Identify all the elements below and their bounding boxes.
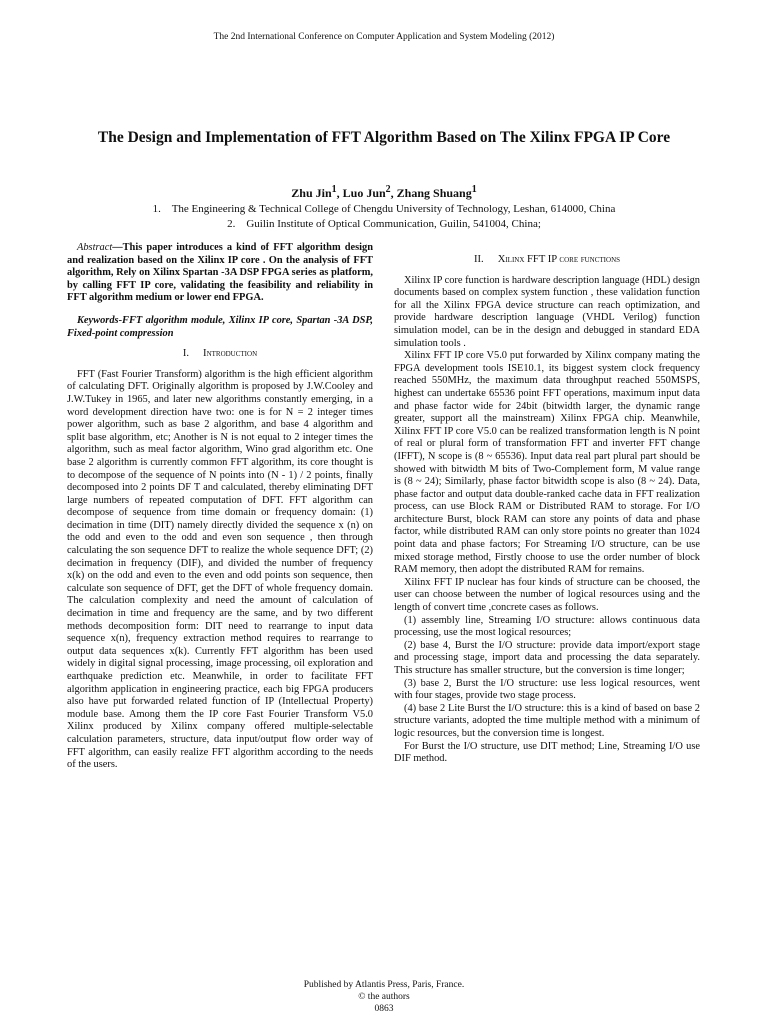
body-paragraph: (3) base 2, Burst the I/O structure: use less logical resources, went with four stages, provide two stage process.: [394, 677, 700, 702]
keywords: Keywords-FFT algorithm module, Xilinx IP core, Spartan -3A DSP, Fixed-point compression: [67, 314, 373, 339]
right-column: [394, 242, 700, 766]
copyright-line: © the authors: [358, 992, 410, 1002]
abstract-label: Abstract: [77, 242, 113, 253]
abstract-text: —This paper introduces a kind of FFT algorithm design and realization based on the Xilinx IP core . On the analysis of FFT algorithm, Rely on Xilinx Spartan -3A DSP FPGA series as platform, by calling FFT IP core, validating the feasibility and reliability in FFT algorithm medium or lower end FPGA.: [67, 242, 373, 304]
section-heading-xilinx: [394, 254, 700, 267]
page-number: 0863: [374, 1004, 394, 1014]
author-name: Zhu Jin: [291, 186, 332, 200]
body-paragraph: (2) base 4, Burst the I/O structure: provide data import/export stage and processing stage, import data and processing the data separately. This structure has smaller structure, but the conversion is time longer;: [394, 639, 700, 676]
conference-header: The 2nd International Conference on Computer Application and System Modeling (2012): [213, 32, 555, 42]
section-heading-introduction: [67, 348, 373, 361]
body-paragraph: For Burst the I/O structure, use DIT method; Line, Streaming I/O use DIF method.: [394, 740, 700, 765]
author-affiliation-mark: 1: [471, 184, 477, 195]
publisher-line: Published by Atlantis Press, Paris, France.: [303, 980, 465, 990]
section-title: Xilinx FFT IP core functions: [497, 254, 621, 265]
affiliation-line: 1. The Engineering & Technical College of Chengdu University of Technology, Leshan, 614000, China: [152, 203, 616, 215]
author-affiliation-mark: 2: [385, 184, 391, 195]
author-name: Luo Jun: [342, 186, 386, 200]
affiliation-line: 2. Guilin Institute of Optical Communication, Guilin, 541004, China;: [227, 217, 541, 230]
abstract: [67, 242, 373, 305]
body-paragraph: (1) assembly line, Streaming I/O structure: allows continuous data processing, use the most logical resources;: [394, 614, 700, 639]
body-paragraph: FFT (Fast Fourier Transform) algorithm is the high efficient algorithm of calculating DFT. Originally algorithm is proposed by J.W.Cooley and J.W.Tukey in 1965, and later new algorithms constantly emerging, in a word development direction have two: one is for N = 2 integer times power algorithm, such as base 2 algorithm, and base 4 algorithm and split base algorithm, etc; Another is N is not equal to 2 integer times the algorithm, such as meal factor algorithm, Wino grad algorithm etc. One base 2 algorithm is currently common FFT algorithm, its core thought is to decompose of the sequence of N points into (N - 1) / 2 points, finally decomposed into 2 points DF T and calculated, thereby eliminating DFT large numbers of repeated computation of DFT. FFT algorithm can decompose of sequence from time domain or frequency domain: (1) decimation in time (DIT) namely directly divided the sequence x (n) on the odd and even to the odd and even son sequence , then through calculating the son sequence DFT to realize the whole sequence DFT; (2) decimation in frequency (DIF), and divided the number of frequency x(k) on the odd and even to the even and odd points son sequence, then calculate son sequence of DFT, get the DFT of whole frequency domain. The calculation complexity and need the amount of calculation of decimation in time and frequency are the same, and by two different methods decomposition form: DIT need to rearrange to input data sequence x(n), frequency extraction method requires to rearrange to output data sequences x(k). Currently FFT algorithm has been used widely in digital signal processing, image processing, oil exploration and earthquake prediction etc. Meanwhile, in order to facilitate FFT algorithm application in engineering practice, each big FPGA producers also have put forwarded related function of IP (Intellectual Property) module base. Among them the IP core Fast Fourier Transform V5.0 Xilinx produced by Xilinx company offered multiple-selectable calculation parameters, structure, data input/output flow order way of FFT algorithm, can easily realize FFT algorithm according to the needs of the users.: [67, 368, 373, 771]
body-paragraph: (4) base 2 Lite Burst the I/O structure: this is a kind of based on base 2 structure variants, adopted the time multiple method with a minimum of logic resources, but the conversion time is longest.: [394, 702, 700, 739]
affiliations: [0, 202, 768, 231]
body-paragraph: Xilinx FFT IP core V5.0 put forwarded by Xilinx company mating the FPGA development tools ISE10.1, its biggest system clock frequency reached 550MHz, the maximum data throughput reached 550MSPS, highest can undertake 65536 point FFT operations, maximum input data and phase factor wide for 24bit (bitwidth larger, the dynamic range greater, support all the mainstream) Xilinx FPGA chip. Meanwhile, Xilinx FFT IP core V5.0 can be realized transformation length is N point of real or plural form of transformation FFT and inverter FFT change (IFFT), N scope is (8 ~ 65536). Input data real part plural part should be showed with bitwidth M bits of Two-Complement form, M value range is (8 ~ 24); Similarly, phase factor bitwidth scope is also (8 ~ 24). Data, phase factor and output data double-ranked cache data in FFT realization process, can use Block RAM or Distributed RAM to storage. For I/O architecture Burst, block RAM can store any points of data and phase factor, while distributed RAM can only store points no greater than 1024 point data and phase factors; For Streaming I/O structure, can be use mixed storage method, Firstly choose to use the order number of block RAM memory, then adopt the distributed RAM for remains.: [394, 350, 700, 576]
section-number: II.: [473, 254, 484, 265]
author-name: Zhang Shuang: [396, 186, 472, 200]
left-column: [67, 242, 373, 772]
body-paragraph: Xilinx FFT IP nuclear has four kinds of structure can be choosed, the user can choose between the number of logical resources using and the length of convert time ,concrete cases as follows.: [394, 576, 700, 614]
author-list: Zhu Jin$^1$, Luo Jun$^2$, Zhang Shuang$^1$: [291, 184, 477, 200]
page-footer: [0, 979, 768, 1015]
paper-title: The Design and Implementation of FFT Algorithm Based on The Xilinx FPGA IP Core: [97, 129, 671, 146]
section-number: I.: [182, 348, 190, 360]
body-paragraph: Xilinx IP core function is hardware description language (HDL) design documents based on complex system function , these validation function for all the Xilinx FPGA device structure can reach optimization, and provide hardware description language (VHDL Verilog) function simulation model, can be in the design and debugged in standard EDA simulation tools .: [394, 274, 700, 349]
section-title: Introduction: [203, 348, 258, 360]
author-affiliation-mark: 1: [331, 184, 337, 195]
